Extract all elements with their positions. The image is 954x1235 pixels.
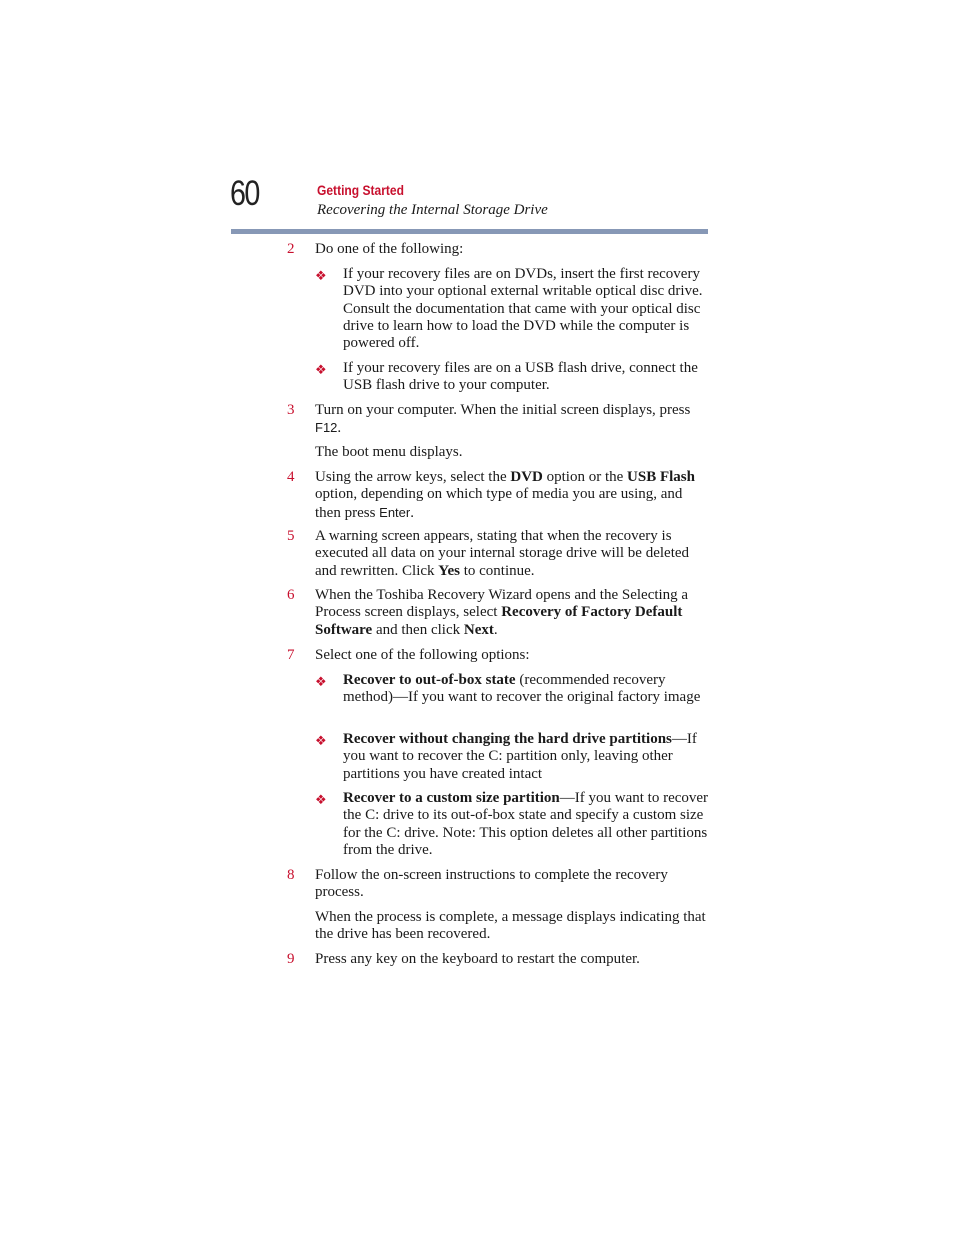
step-text: Follow the on-screen instructions to complete the recovery process. [315,867,668,901]
key-name: Enter [379,504,411,520]
key-name: F12 [315,420,338,436]
ui-term: Next [463,621,494,638]
ui-term: Recovery of Factory Default Software [315,604,683,638]
header-rule [231,229,708,234]
page-number: 60 [230,174,259,213]
bullet-icon: ❖ [315,362,327,377]
step-text [315,402,707,438]
step-number: 2 [287,241,295,257]
step-text: Select one of the following options: [315,647,530,663]
ui-term: DVD [510,469,543,485]
page-subtitle: Recovering the Internal Storage Drive [317,202,548,218]
option-name: Recover to out-of-box state [343,672,516,688]
step-text [315,587,707,639]
bullet-text [343,731,709,783]
step-text [315,528,707,580]
step-number: 9 [287,951,295,967]
ui-term: Yes [438,562,460,579]
step-text-part: and then click [372,621,464,638]
step-number: 3 [287,402,295,418]
step-text-part: Using the arrow keys, select the [315,469,511,485]
option-name: Recover without changing the hard drive partitions [343,731,672,747]
step-text [315,469,707,522]
option-name: Recover to a custom size partition [343,790,560,806]
step-text-part: Turn on your computer. When the initial screen displays, press [315,402,691,418]
step-text-part: A warning screen appears, stating that when the recovery is executed all data on your internal storage drive will be deleted and rewritten. Click [315,528,690,579]
step-number: 8 [287,867,295,883]
step-text-part: When the Toshiba Recovery Wizard opens and the Selecting a Process screen displays, select [315,587,689,621]
step-text-part: . [337,420,342,437]
step-number: 6 [287,587,295,603]
bullet-icon: ❖ [315,792,327,807]
option-desc: (recommended recovery method)—If you want to recover the original factory image [343,672,701,706]
step-text: Press any key on the keyboard to restart the computer. [315,951,640,967]
bullet-text [343,790,709,859]
step-text-part: . [410,504,414,521]
step-text-part: . [493,621,498,638]
step-text-part: option, depending on which type of media you are using, and then press [315,486,683,521]
bullet-text: If your recovery files are on DVDs, insert the first recovery DVD into your optional external writable optical disc drive. Consult the documentation that came with your optical disc drive to learn how to load the DVD while the computer is powered off. [343,266,703,352]
bullet-icon: ❖ [315,268,327,283]
step-note: When the process is complete, a message displays indicating that the drive has been recovered. [315,909,706,943]
step-number: 4 [287,469,295,485]
step-text: Do one of the following: [315,241,464,257]
bullet-text: If your recovery files are on a USB flash drive, connect the USB flash drive to your computer. [343,360,698,394]
option-desc: —If you want to recover the C: partition only, leaving other partitions you have created intact [343,731,697,782]
step-text-part: option or the [542,469,628,485]
step-number: 7 [287,647,295,663]
step-note: The boot menu displays. [315,444,463,460]
ui-term: USB Flash [627,469,695,485]
bullet-text [343,672,709,707]
step-text-part: to continue. [459,562,535,579]
bullet-icon: ❖ [315,674,327,689]
section-title: Getting Started [317,182,404,198]
step-number: 5 [287,528,295,544]
bullet-icon: ❖ [315,733,327,748]
option-desc: —If you want to recover the C: drive to its out-of-box state and specify a custom size for the C: drive. Note: This option deletes all other partitions from the drive. [343,790,709,858]
